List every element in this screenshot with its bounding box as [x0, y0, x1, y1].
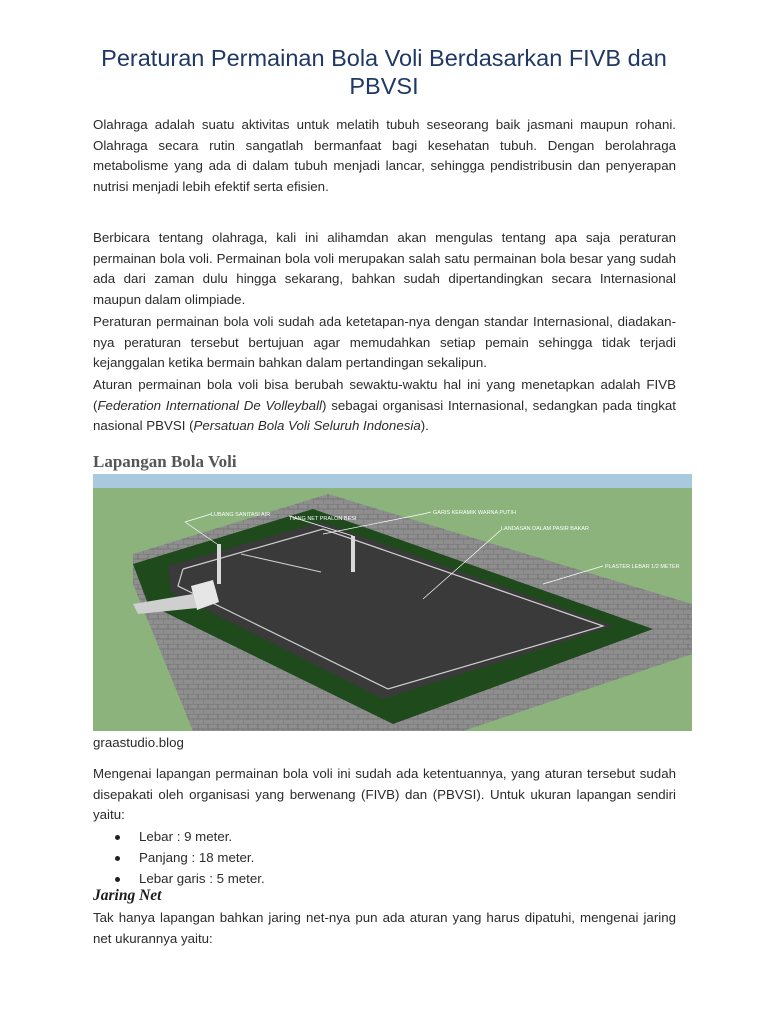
label-drain: LUBANG SANITASI AIR [211, 512, 271, 518]
list-item: Panjang : 18 meter. [93, 847, 265, 868]
label-net-pole: TIANG NET PRALON BESI [289, 516, 357, 522]
intro-paragraph: Olahraga adalah suatu aktivitas untuk melatih tubuh seseorang baik jasmani maupun rohani. Olahraga secara rutin sangatlah bermanfaat bagi kesehatan tubuh. Dengan berolahraga metabolisme yang ada di dalam tubuh menjadi lancar, sehingga pendistribusin dan penyerapan nutrisi menjadi lebih efektif serta efisien. [93, 117, 676, 194]
pbvsi-full-name: Persatuan Bola Voli Seluruh Indonesia [193, 418, 421, 433]
net-section-heading: Jaring Net [93, 887, 162, 904]
court-section-heading: Lapangan Bola Voli [93, 452, 237, 471]
paragraph-4-part-2: ) sebagai organisasi Internasional, sedangkan pada tingkat nasional PBVSI ( [93, 397, 676, 433]
label-line: GARIS KERAMIK WARNA PUTIH [433, 510, 516, 516]
net-paragraph: Tak hanya lapangan bahkan jaring net-nya pun ada aturan yang harus dipatuhi, mengenai jaring net ukurannya yaitu: [93, 910, 676, 946]
bullet-icon [115, 877, 120, 882]
fivb-full-name: Federation International De Volleyball [97, 397, 322, 413]
bullet-icon [115, 856, 120, 861]
net-pole-left [217, 544, 221, 584]
paragraph-4 [93, 375, 676, 437]
paragraph-4-part-3: ). [420, 418, 429, 433]
paragraph-2: Berbicara tentang olahraga, kali ini alihamdan akan mengulas tentang apa saja peraturan permainan bola voli. Permainan bola voli merupakan salah satu permainan bola besar yang sudah ada dari zaman dulu hingga sekarang, bahkan sudah dipertandingkan secara Internasional maupun dalam olimpiade. [93, 230, 676, 307]
label-base: LANDASAN DALAM PASIR BAKAR [501, 526, 589, 532]
page-title: Peraturan Permainan Bola Voli Berdasarkan FIVB dan PBVSI [101, 45, 667, 99]
figure-caption: graastudio.blog [93, 735, 184, 750]
bullet-icon [115, 835, 120, 840]
list-item: Lebar : 9 meter. [93, 826, 265, 847]
court-size-list [93, 826, 265, 889]
court-paragraph: Mengenai lapangan permainan bola voli ini sudah ada ketentuannya, yang aturan tersebut sudah disepakati oleh organisasi yang berwenang (FIVB) dan (PBVSI). Untuk ukuran lapangan sendiri yaitu: [93, 766, 676, 822]
court-illustration [93, 474, 692, 731]
net-pole-right [351, 536, 355, 572]
paragraph-3: Peraturan permainan bola voli sudah ada ketetapan-nya dengan standar Internasional, diadakan-nya peraturan tersebut bertujuan agar memudahkan setiap pemain sehingga tidak terjadi kejanggalan ketika bermain bahkan dalam pertandingan sekalipun. [93, 314, 676, 370]
paragraph-4-part-1: Aturan permainan bola voli bisa berubah sewaktu-waktu hal ini yang menetapkan adalah FIVB ( [93, 377, 676, 413]
list-item: Lebar garis : 5 meter. [93, 868, 265, 889]
label-plaster: PLASTER LEBAR 1/2 METER [605, 564, 680, 570]
